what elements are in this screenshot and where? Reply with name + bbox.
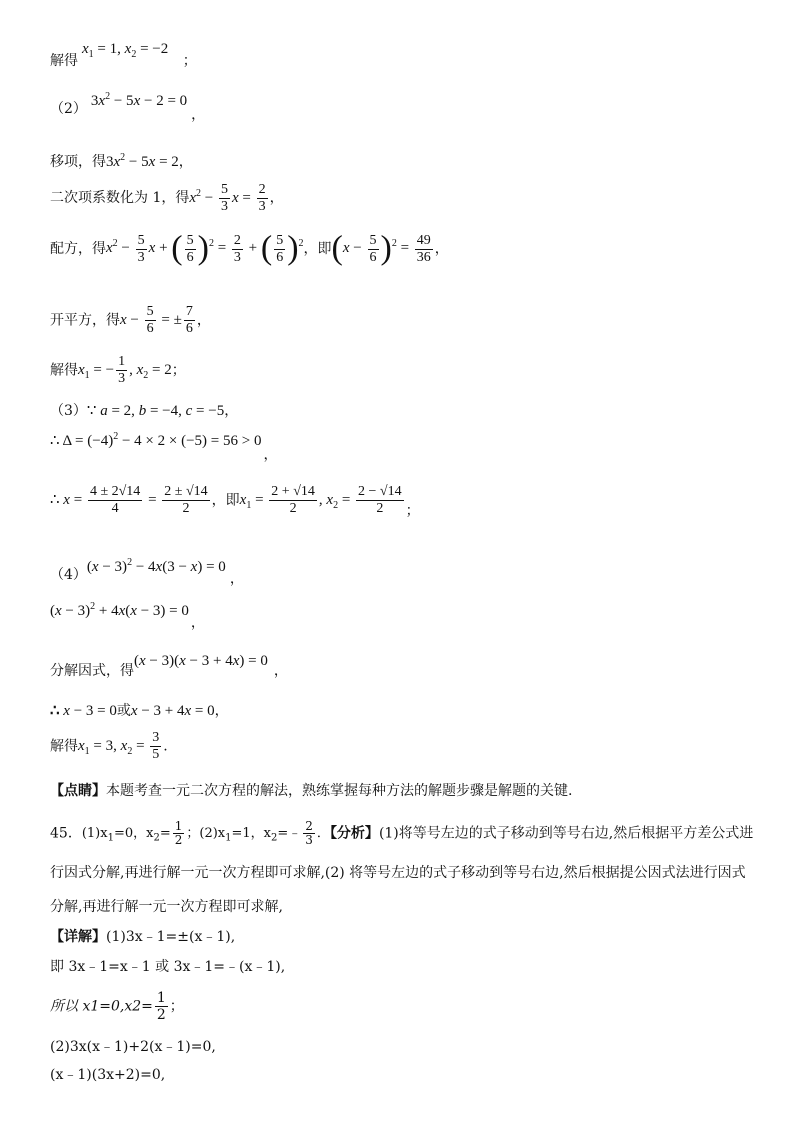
detail-line-4: (2)3x(x﹣1)+2(x﹣1)=0, [50,1039,216,1055]
line-solution-4: 解得$x_1 = 3$, $x_2$ = $\frac{3}{5}$ . [50,730,168,762]
line-cases: ∴ x − 3 = 0或x − 3 + 4x = 0， [50,703,229,719]
comment-paragraph: 【点睛】本题考查一元二次方程的解法，熟练掌握每种方法的解题步骤是解题的关键. [50,783,573,799]
detail-line-2: 即 3x﹣1=x﹣1 或 3x﹣1=﹣(x﹣1), [50,959,286,975]
detail-line-5: (x﹣1)(3x+2)=0, [50,1067,166,1083]
line-square-root: 开平方，得x − $\frac{5}{6}$ = ± $\frac{7}{6}$ ， [50,304,211,336]
analysis-line-3: 分解,再进行解一元一次方程即可求解, [50,899,283,915]
line-complete-square: 配方，得$x^2$ − $\frac{5}{3}$ x + ( $\frac{5}{6}$ )$^2$ = $\frac{2}{3}$ + ( $\frac{5}{6}$ )$^2$，即(x − $\frac{5}{6}$ )$^2$ = $\frac{49}{36}$ ， [50,230,449,267]
line-solution-2: 解得$x_1$ = − $\frac{1}{3}$ , $x_2 = 2$； [50,354,186,386]
line-coefficients: （3）∵ a = 2, b = −4, c = −5， [50,403,239,419]
line-eq-2: （2） $3x^2 - 5x - 2 = 0$， [50,91,206,123]
line-factor: 分解因式，得(x − 3)(x − 3 + 4x) = 0， [50,653,288,679]
line-solution-1: 解得$x_1 = 1$, $x_2 = -2$ ； [50,41,197,69]
line-transpose: 移项，得$3x^2 - 5x = 2$， [50,152,193,170]
line-discriminant: ∴ $\Delta = (-4)^2 - 4 \times 2 \times (-5) = 56 > 0$， [50,431,278,463]
line-rewrite: $(x - 3)^2 + 4x(x - 3) = 0$， [50,601,205,631]
analysis-line-2: 行因式分解,再进行解一元一次方程即可求解,(2) 将等号左边的式子移动到等号右边,然后根据提公因式法进行因式 [50,865,746,881]
line-normalize: 二次项系数化为 1，得$x^2$ − $\frac{5}{3}$ x = $\frac{2}{3}$ ， [50,182,284,214]
detail-line-1: 【详解】(1)3x﹣1=±(x﹣1), [50,929,236,945]
detail-line-3: 所以 x1=0,x2= $\frac{1}{2}$ ； [50,990,184,1023]
line-quadratic-formula: ∴ x = $\frac{4 \pm 2√14}{4}$ = $\frac{2 \pm √14}{2}$ ，即$x_1$ = $\frac{2 + √14}{2}$ , $x_2$ = $\frac{2 - √14}{2}$ ； [50,484,420,519]
question-45-header: 45．$(1)x_1=0$，$x_2=$ $\frac{1}{2}$ ；$(2)x_1=1$，$x_2=﹣$ $\frac{2}{3}$ ．【分析】(1)将等号左边的式子移动到等号右边,然后根据平方差公式进 [50,819,754,847]
line-eq-4: $(4)(x - 3)^2 - 4x(3 - x) = 0$， [50,557,244,587]
